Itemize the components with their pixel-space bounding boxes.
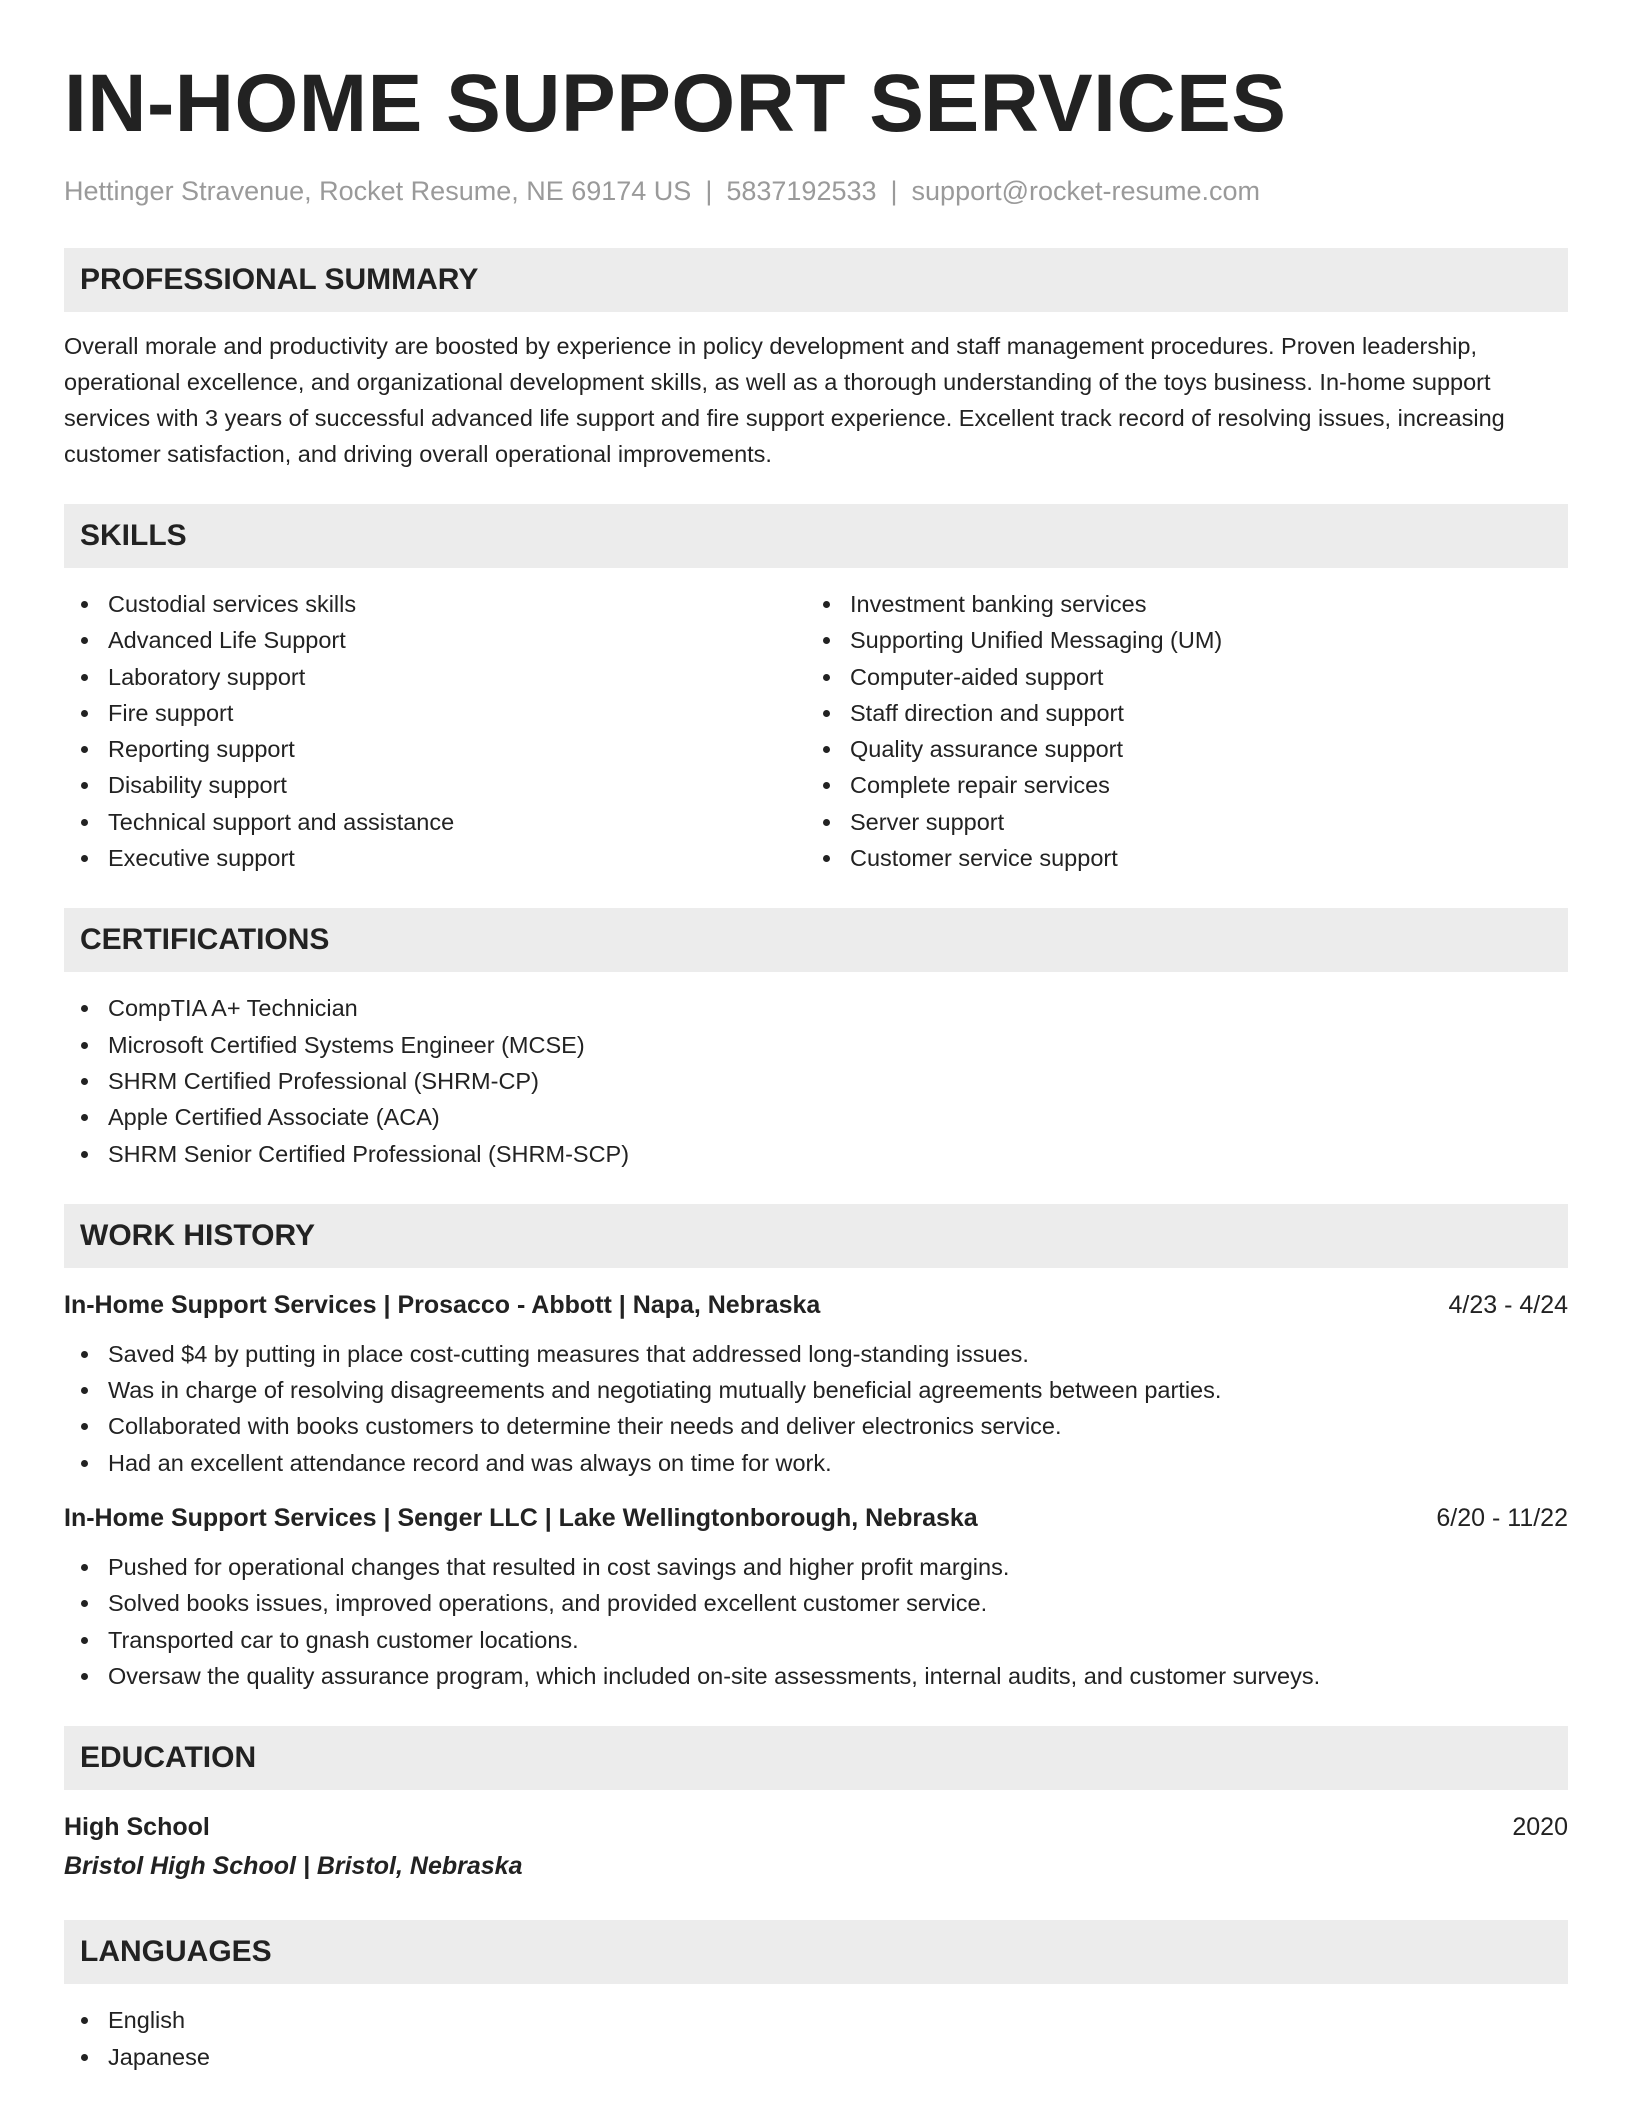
certification-item: Apple Certified Associate (ACA) <box>64 1099 1568 1135</box>
language-item: Japanese <box>64 2039 1568 2075</box>
education-header <box>64 1810 1568 1844</box>
languages-list <box>64 2002 1568 2075</box>
education-school: Bristol High School | Bristol, Nebraska <box>64 1852 523 1881</box>
contact-separator: | <box>705 176 713 206</box>
skill-item: Disability support <box>64 767 806 803</box>
skill-item: Complete repair services <box>806 767 1548 803</box>
skill-item: Executive support <box>64 840 806 876</box>
section-heading-skills: SKILLS <box>64 504 1568 568</box>
skill-item: Reporting support <box>64 731 806 767</box>
job-header <box>64 1288 1568 1322</box>
contact-address: Hettinger Stravenue, Rocket Resume, NE 69174 US <box>64 176 692 206</box>
certification-item: Microsoft Certified Systems Engineer (MCSE) <box>64 1027 1568 1063</box>
section-heading-languages: LANGUAGES <box>64 1920 1568 1984</box>
skill-item: Quality assurance support <box>806 731 1548 767</box>
summary-section <box>64 248 1568 472</box>
summary-text: Overall morale and productivity are boosted by experience in policy development and staff management procedures. Proven leadership, operational excellence, and organizational development skills, as well as a thorough understanding of the toys business. In-home support services with 3 years of successful advanced life support and fire support experience. Excellent track record of resolving issues, increasing customer satisfaction, and driving overall operational improvements. <box>64 333 1505 467</box>
section-heading-education: EDUCATION <box>64 1726 1568 1790</box>
contact-email: support@rocket-resume.com <box>911 176 1261 206</box>
resume-name: IN-HOME SUPPORT SERVICES <box>64 58 1287 149</box>
section-heading-certifications: CERTIFICATIONS <box>64 908 1568 972</box>
skill-item: Custodial services skills <box>64 586 806 622</box>
contact-separator: | <box>890 176 898 206</box>
skill-item: Computer-aided support <box>806 659 1548 695</box>
job-bullet: Saved $4 by putting in place cost-cutting measures that addressed long-standing issues. <box>64 1336 1568 1372</box>
work-history-section <box>64 1204 1568 1694</box>
skills-list-right <box>806 586 1548 876</box>
education-degree: High School <box>64 1813 210 1842</box>
job-bullet: Transported car to gnash customer locations. <box>64 1622 1568 1658</box>
certification-item: SHRM Certified Professional (SHRM-CP) <box>64 1063 1568 1099</box>
job-header <box>64 1501 1568 1535</box>
skill-item: Investment banking services <box>806 586 1548 622</box>
certification-item: SHRM Senior Certified Professional (SHRM-SCP) <box>64 1136 1568 1172</box>
education-year: 2020 <box>1512 1813 1568 1842</box>
certifications-list <box>64 990 1568 1171</box>
job-bullet: Had an excellent attendance record and was always on time for work. <box>64 1445 1568 1481</box>
certification-item: CompTIA A+ Technician <box>64 990 1568 1026</box>
section-heading-summary: PROFESSIONAL SUMMARY <box>64 248 1568 312</box>
skill-item: Laboratory support <box>64 659 806 695</box>
job-entry <box>64 1501 1568 1694</box>
skill-item: Staff direction and support <box>806 695 1548 731</box>
contact-phone: 5837192533 <box>726 176 877 206</box>
skill-item: Customer service support <box>806 840 1548 876</box>
job-bullets <box>64 1549 1568 1694</box>
job-title: In-Home Support Services | Senger LLC | Lake Wellingtonborough, Nebraska <box>64 1504 978 1533</box>
languages-section <box>64 1920 1568 2075</box>
skill-item: Advanced Life Support <box>64 622 806 658</box>
section-heading-work-history: WORK HISTORY <box>64 1204 1568 1268</box>
job-dates: 4/23 - 4/24 <box>1448 1290 1568 1319</box>
job-bullet: Was in charge of resolving disagreements and negotiating mutually beneficial agreements between parties. <box>64 1372 1568 1408</box>
job-bullet: Collaborated with books customers to determine their needs and deliver electronics service. <box>64 1408 1568 1444</box>
education-section <box>64 1726 1568 1884</box>
job-bullet: Oversaw the quality assurance program, which included on-site assessments, internal audits, and customer surveys. <box>64 1658 1568 1694</box>
certifications-section <box>64 908 1568 1171</box>
job-bullet: Solved books issues, improved operations, and provided excellent customer service. <box>64 1585 1568 1621</box>
skill-item: Fire support <box>64 695 806 731</box>
job-bullets <box>64 1336 1568 1481</box>
job-title: In-Home Support Services | Prosacco - Abbott | Napa, Nebraska <box>64 1290 821 1319</box>
skill-item: Supporting Unified Messaging (UM) <box>806 622 1548 658</box>
skills-grid <box>64 586 1568 876</box>
skill-item: Technical support and assistance <box>64 804 806 840</box>
job-dates: 6/20 - 11/22 <box>1436 1504 1568 1533</box>
language-item: English <box>64 2002 1568 2038</box>
job-bullet: Pushed for operational changes that resulted in cost savings and higher profit margins. <box>64 1549 1568 1585</box>
job-entry <box>64 1288 1568 1481</box>
skill-item: Server support <box>806 804 1548 840</box>
skills-list-left <box>64 586 806 876</box>
contact-line <box>64 174 1568 208</box>
skills-section <box>64 504 1568 876</box>
